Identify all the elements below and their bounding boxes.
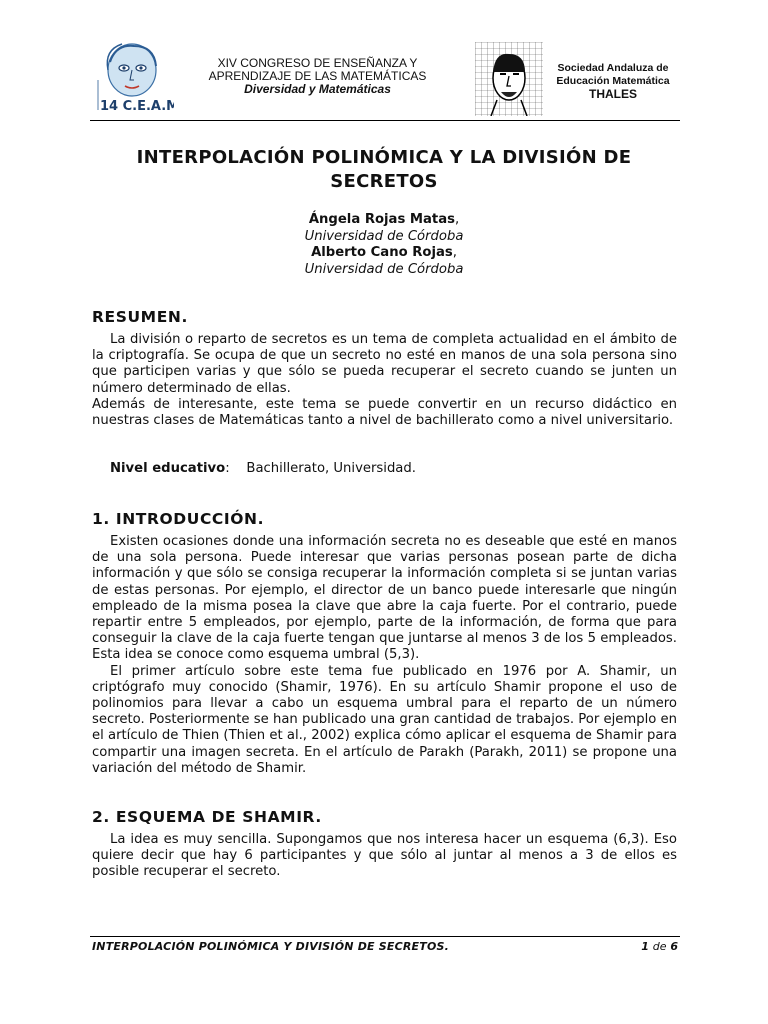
footer-divider <box>90 936 680 937</box>
education-level-value: Bachillerato, Universidad. <box>246 461 416 476</box>
current-page: 1 <box>641 940 649 953</box>
section-1-paragraph-1: Existen ocasiones donde una información secreta no es deseable que esté en manos de una sola persona. Puede interesar que varias personas posean parte de dicha información y que sólo se consiga recuperar la información completa si se juntan varias de estas personas. Por ejemplo, el director de un banco puede interesarle que ningún empleado de la misma posea la clave que abre la caja fuerte. Por el contrario, puede repartir entre 5 empleados, por ejemplo, parte de la información, de forma que para conseguir la clave de la caja fuerte tengan que juntarse al menos 3 de los 5 empleados. Esta idea se conoce como esquema umbral (5,3). <box>92 534 677 663</box>
header-divider <box>90 120 680 121</box>
ceam-logo-text: 14 C.E.A.M <box>100 99 174 114</box>
author-1: Ángela Rojas Matas, <box>308 212 460 227</box>
section-1-paragraph-2: El primer artículo sobre este tema fue publicado en 1976 por A. Shamir, un criptógrafo muy conocido (Shamir, 1976). En su artículo Shamir propone el uso de polinomios para llevar a cabo un esquema umbral para el reparto de un número secreto. Posteriormente se han publicado una gran cantidad de trabajos. Por ejemplo en el artículo de Thien (Thien et al., 2002) explica cómo aplicar el esquema de Shamir para compartir una imagen secreta. En el artículo de Parakh (Parakh, 2011) se propone una variación del método de Shamir. <box>92 663 677 776</box>
footer-running-title: INTERPOLACIÓN POLINÓMICA Y DIVISIÓN DE SECRETOS. <box>92 940 450 953</box>
section-1-body <box>92 534 677 777</box>
society-line-2: Educación Matemática <box>556 75 670 87</box>
author-2: Alberto Cano Rojas, <box>311 245 457 260</box>
section-1-heading: 1. INTRODUCCIÓN. <box>92 510 265 528</box>
congress-line-1: XIV CONGRESO DE ENSEÑANZA Y <box>217 56 418 70</box>
thales-logo <box>475 42 543 116</box>
resumen-body <box>92 332 677 429</box>
education-level-label: Nivel educativo <box>110 461 226 476</box>
page-separator: de <box>652 940 667 953</box>
society-line-3: THALES <box>589 87 637 101</box>
author-affiliation: Universidad de Córdoba <box>304 228 464 244</box>
paper-title-line-2: SECRETOS <box>330 171 438 192</box>
author-name: Ángela Rojas Matas <box>308 212 455 227</box>
resumen-heading: RESUMEN. <box>92 308 188 326</box>
resumen-paragraph-1: La división o reparto de secretos es un tema de completa actualidad en el ámbito de la criptografía. Se ocupa de que un secreto no esté en manos de una sola persona sino que participen varias y que sólo se pueda recuperar el secreto cuando se junten un número determinado de ellas. <box>92 332 677 396</box>
paper-title <box>90 146 678 194</box>
section-2-heading: 2. ESQUEMA DE SHAMIR. <box>92 808 322 826</box>
congress-subtitle: Diversidad y Matemáticas <box>244 82 391 96</box>
author-list <box>90 212 678 278</box>
resumen-paragraph-2: Además de interesante, este tema se puede convertir en un recurso didáctico en nuestras clases de Matemáticas tanto a nivel de bachillerato como a nivel universitario. <box>92 396 677 429</box>
paper-title-line-1: INTERPOLACIÓN POLINÓMICA Y LA DIVISIÓN DE <box>136 147 632 168</box>
congress-line-2: APRENDIZAJE DE LAS MATEMÁTICAS <box>208 69 427 83</box>
ceam-logo <box>92 40 174 118</box>
footer-page-number <box>641 940 678 953</box>
author-affiliation: Universidad de Córdoba <box>304 261 464 277</box>
congress-title <box>190 57 445 96</box>
total-pages: 6 <box>670 940 678 953</box>
author-name: Alberto Cano Rojas <box>311 245 453 260</box>
section-2-paragraph-1: La idea es muy sencilla. Supongamos que nos interesa hacer un esquema (6,3). Eso quiere decir que hay 6 participantes y que sólo al juntar al menos a 3 de ellos es posible recuperar el secreto. <box>92 832 677 880</box>
society-line-1: Sociedad Andaluza de <box>557 62 669 74</box>
society-name <box>547 62 679 101</box>
section-2-body <box>92 832 677 881</box>
education-level: Nivel educativo: Bachillerato, Universidad. <box>110 461 416 476</box>
